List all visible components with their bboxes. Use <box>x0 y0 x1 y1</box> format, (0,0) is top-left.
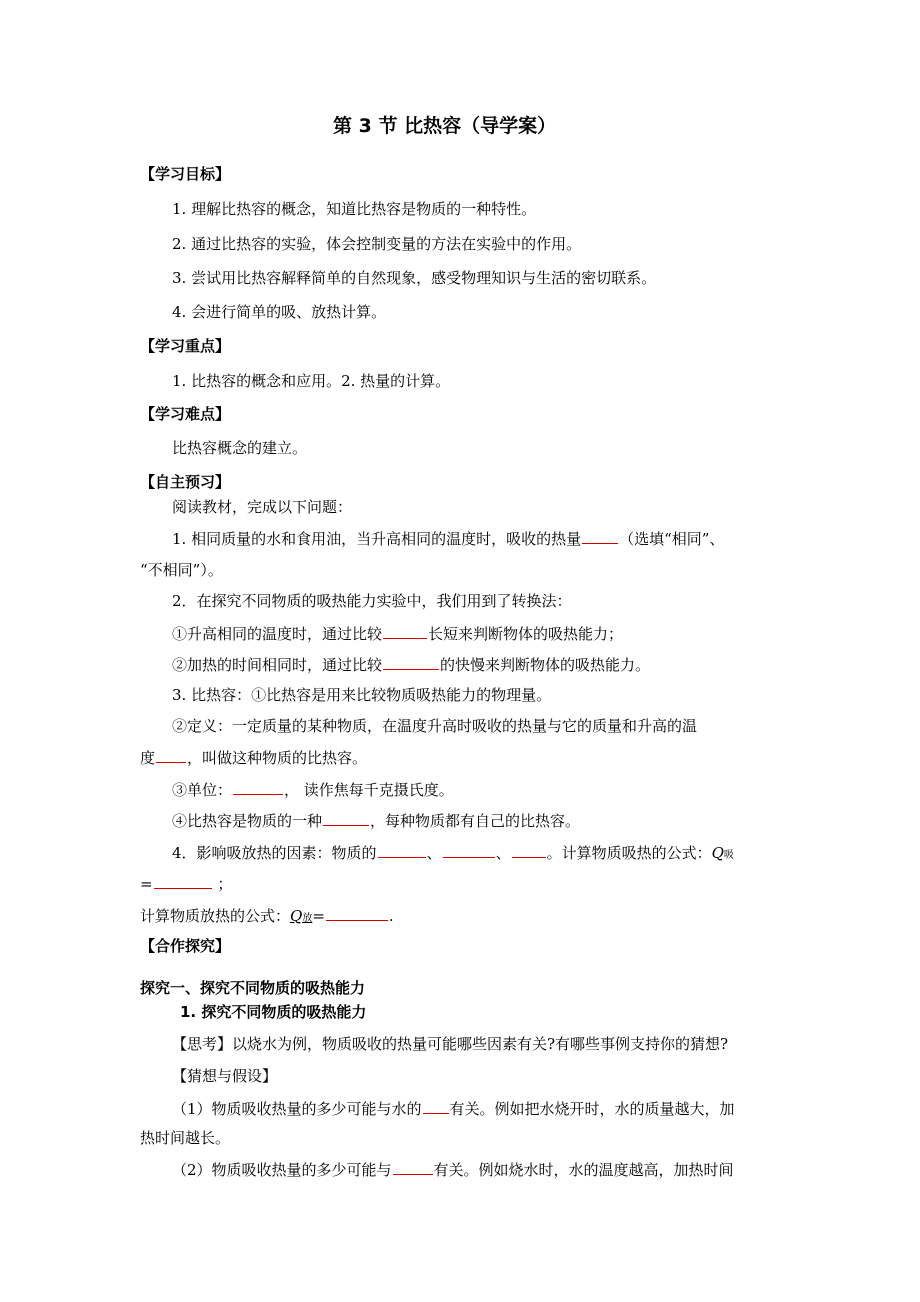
punctuation: . <box>388 907 394 925</box>
heat-symbol: Q <box>711 844 724 862</box>
preview-question-3-4 <box>172 810 580 831</box>
heat-subscript: 吸 <box>723 850 734 861</box>
question-text: ， 读作焦每千克摄氏度。 <box>284 781 454 799</box>
hypothesis-heading: 【猜想与假设】 <box>172 1067 278 1085</box>
preview-question-3-3 <box>172 779 454 800</box>
preview-question-1-cont: “不相同”）。 <box>140 561 223 579</box>
question-text: 度 <box>140 749 156 767</box>
preview-question-3-2: ②定义：一定质量的某种物质，在温度升高时吸收的热量与它的质量和升高的温 <box>172 717 698 735</box>
question-text: ，每种物质都有自己的比热容。 <box>370 812 581 830</box>
answer-blank[interactable] <box>233 779 283 795</box>
objective-item: 3. 尝试用比热容解释简单的自然现象，感受物理知识与生活的密切联系。 <box>172 269 657 287</box>
explore-1-subheading: 1. 探究不同物质的吸热能力 <box>180 1003 367 1021</box>
question-text: 的快慢来判断物体的吸热能力。 <box>440 656 651 674</box>
preview-question-5 <box>140 905 394 929</box>
equals-sign: = <box>312 907 325 925</box>
question-text: 有关。例如把水烧开时，水的质量越大，加 <box>449 1100 735 1118</box>
question-text: 计算物质放热的公式： <box>140 907 291 925</box>
hypothesis-2 <box>172 1159 734 1180</box>
separator: 、 <box>426 844 442 862</box>
heat-subscript: 放 <box>302 913 313 924</box>
hypothesis-1 <box>172 1098 735 1119</box>
key-points-heading: 【学习重点】 <box>140 337 231 355</box>
question-text: ①升高相同的温度时，通过比较 <box>172 625 383 643</box>
answer-blank[interactable] <box>393 1159 433 1175</box>
preview-question-3: 3. 比热容：①比热容是用来比较物质吸热能力的物理量。 <box>172 686 552 704</box>
question-text: ③单位： <box>172 781 233 799</box>
preview-question-4 <box>172 842 734 866</box>
preview-heading: 【自主预习】 <box>140 473 231 491</box>
question-text: 。计算物质吸热的公式： <box>546 844 712 862</box>
answer-blank[interactable] <box>512 842 546 858</box>
answer-blank[interactable] <box>383 623 427 639</box>
difficulty-heading: 【学习难点】 <box>140 405 231 423</box>
answer-blank[interactable] <box>154 873 212 889</box>
question-text: ，叫做这种物质的比热容。 <box>187 749 368 767</box>
question-text: ②加热的时间相同时，通过比较 <box>172 656 383 674</box>
preview-question-2-2 <box>172 654 650 675</box>
answer-blank[interactable] <box>326 905 388 921</box>
preview-question-3-2-cont <box>140 747 367 768</box>
question-text: （1）物质吸收热量的多少可能与水的 <box>172 1100 422 1118</box>
key-points-text: 1. 比热容的概念和应用。2. 热量的计算。 <box>172 372 451 390</box>
separator: 、 <box>495 844 511 862</box>
answer-blank[interactable] <box>423 1098 449 1114</box>
question-text: 有关。例如烧水时，水的温度越高，加热时间 <box>433 1161 734 1179</box>
preview-question-1 <box>172 528 724 549</box>
preview-question-2: 2．在探究不同物质的吸热能力实验中，我们用到了转换法： <box>172 592 572 610</box>
question-text: （选填“相同”、 <box>619 530 725 548</box>
objectives-heading: 【学习目标】 <box>140 165 231 183</box>
answer-blank[interactable] <box>443 842 495 858</box>
difficulty-text: 比热容概念的建立。 <box>172 439 308 457</box>
answer-blank[interactable] <box>156 747 186 763</box>
punctuation: ； <box>217 875 233 893</box>
heat-symbol: Q <box>290 907 303 925</box>
answer-blank[interactable] <box>323 810 369 826</box>
question-text: 长短来判断物体的吸热能力； <box>428 625 624 643</box>
answer-blank[interactable] <box>378 842 426 858</box>
cooperative-heading: 【合作探究】 <box>140 937 231 955</box>
question-text: ④比热容是物质的一种 <box>172 812 323 830</box>
answer-blank[interactable] <box>383 654 439 670</box>
question-text: （2）物质吸收热量的多少可能与 <box>172 1161 392 1179</box>
preview-question-4-cont <box>140 873 232 894</box>
question-text: 4．影响吸放热的因素：物质的 <box>172 844 377 862</box>
question-text: 1. 相同质量的水和食用油，当升高相同的温度时，吸收的热量 <box>172 530 582 548</box>
answer-blank[interactable] <box>582 528 618 544</box>
equals-sign: = <box>140 875 153 893</box>
hypothesis-1-cont: 热时间越长。 <box>140 1129 231 1147</box>
think-text: 【思考】以烧水为例，物质吸收的热量可能哪些因素有关?有哪些事例支持你的猜想? <box>172 1035 729 1053</box>
preview-question-2-1 <box>172 623 623 644</box>
objective-item: 4. 会进行简单的吸、放热计算。 <box>172 303 387 321</box>
objective-item: 1. 理解比热容的概念，知道比热容是物质的一种特性。 <box>172 200 537 218</box>
page-title: 第 3 节 比热容（导学案） <box>333 115 557 137</box>
explore-1-heading: 探究一、探究不同物质的吸热能力 <box>140 979 366 997</box>
preview-intro: 阅读教材，完成以下问题： <box>172 498 353 516</box>
objective-item: 2. 通过比热容的实验，体会控制变量的方法在实验中的作用。 <box>172 235 582 253</box>
